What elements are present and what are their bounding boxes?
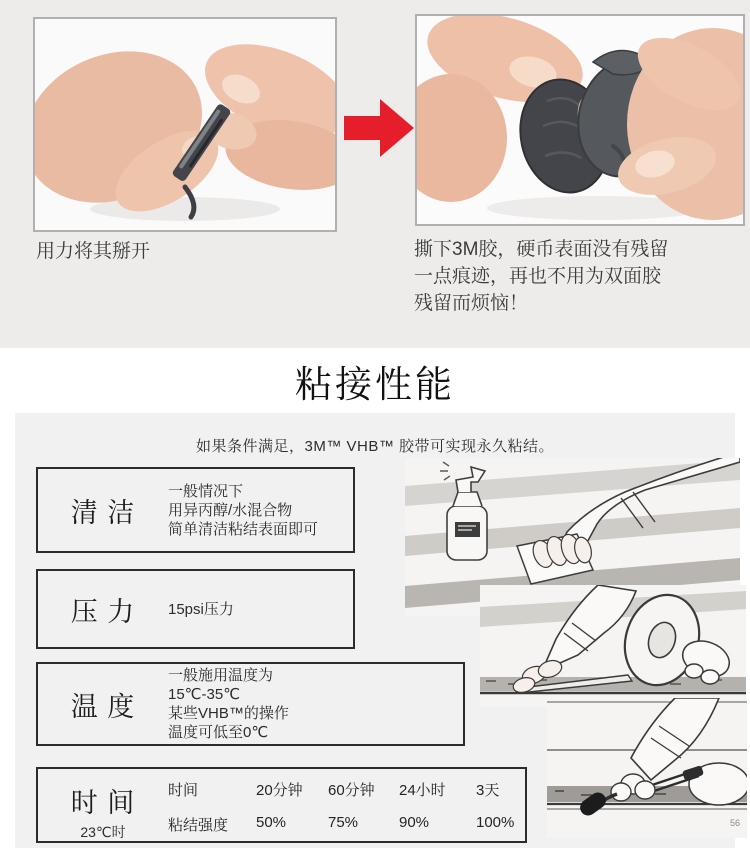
spec-label-col [38, 769, 168, 842]
spec-desc-line: 用异丙醇/水混合物 [168, 501, 293, 519]
spec-label-cleaning: 清 洁 [70, 497, 136, 528]
figure-number: 56 [730, 818, 741, 828]
table-cell: 粘结强度 [168, 817, 229, 834]
spec-label-col [38, 685, 168, 724]
spec-box-time [36, 767, 527, 843]
spec-label-time: 时 间 [70, 788, 136, 818]
spec-sublabel-time: 23℃时 [80, 824, 126, 840]
table-row-strength [168, 814, 538, 835]
spec-desc-line: 一般情况下 [168, 482, 244, 500]
spec-box-temperature [36, 662, 465, 746]
pull-apart-photo-graphic [35, 19, 335, 230]
table-cell: 20分钟 [256, 782, 303, 799]
spec-label-col [38, 491, 168, 530]
photo-pull-coins-apart [33, 17, 337, 232]
table-cell: 24小时 [399, 782, 446, 799]
time-strength-table [168, 769, 538, 835]
spec-desc-temperature [168, 666, 289, 742]
spec-label-pressure: 压 力 [70, 596, 136, 627]
spec-desc-line: 温度可低至0℃ [168, 724, 269, 741]
spec-box-pressure [36, 569, 355, 649]
spec-desc-line: 某些VHB™的操作 [168, 705, 289, 722]
table-cell: 75% [328, 814, 359, 831]
caption-line: 一点痕迹，再也不用为双面胶 [414, 266, 662, 287]
table-cell: 50% [256, 814, 287, 831]
table-cell: 时间 [168, 782, 199, 799]
table-row-time [168, 779, 538, 800]
caption-line: 残留而烦恼！ [414, 293, 529, 314]
table-cell: 100% [476, 814, 515, 831]
panel-intro-text: 如果条件满足，3M™ VHB™ 胶带可实现永久粘结。 [195, 438, 555, 455]
spec-label-col [38, 590, 168, 629]
caption-peel-result [414, 236, 748, 317]
section-title: 粘接性能 [295, 363, 455, 405]
bonding-performance-panel [15, 413, 741, 848]
demo-section [0, 0, 750, 348]
spec-box-cleaning [36, 467, 355, 553]
spec-label-temperature: 温 度 [70, 691, 136, 722]
spec-desc-line: 15psi压力 [168, 600, 234, 618]
table-cell: 60分钟 [328, 782, 375, 799]
illustration-roller-sketch [547, 698, 747, 838]
spec-desc-line: 15℃-35℃ [168, 686, 241, 703]
arrow-right-icon [344, 99, 414, 157]
spec-desc-cleaning [168, 482, 318, 539]
spec-desc-line: 一般施用温度为 [168, 667, 274, 684]
illustration-taping-sketch [480, 585, 746, 707]
spec-desc-pressure [168, 600, 234, 619]
caption-pull-apart: 用力将其掰开 [36, 241, 151, 262]
table-cell: 3天 [476, 782, 500, 799]
caption-line: 撕下3M胶，硬币表面没有残留 [414, 239, 669, 260]
peel-tape-photo-graphic [417, 16, 743, 224]
table-cell: 90% [399, 814, 430, 831]
spec-desc-line: 简单清洁粘结表面即可 [168, 520, 319, 538]
photo-peel-tape-coin [415, 14, 745, 226]
section-title-band [0, 348, 750, 413]
